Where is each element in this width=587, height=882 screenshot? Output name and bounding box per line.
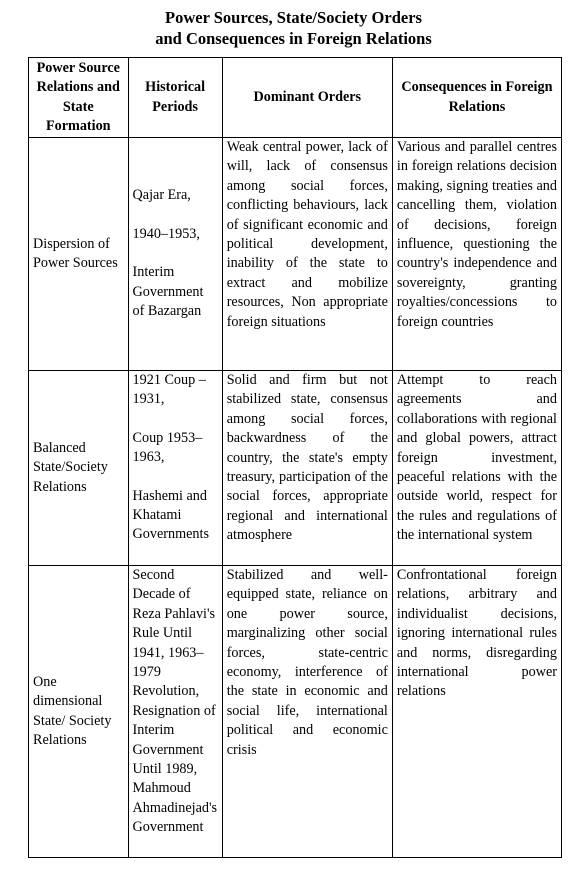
title-line-1: Power Sources, State/Society Orders	[165, 8, 422, 27]
row-orders-cell: Stabilized and well-equipped state, reliance on one power source, marginalizing other social forces, state-centric economy, interference of the state in economic and social life, international political and economic crisis	[222, 566, 392, 858]
row-orders-cell: Weak central power, lack of will, lack of consensus among social forces, conflicting behaviours, lack of significant economic and political development, inability of the state to extract and mobilize resources, Non appropriate foreign situations	[222, 138, 392, 371]
row-periods-cell: Second Decade of Reza Pahlavi's Rule Until 1941, 1963–1979 Revolution, Resignation of Interim Government Until 1989, Mahmoud Ahmadinejad's Government	[128, 566, 222, 858]
document-title	[0, 0, 587, 51]
table-row-dispersion	[29, 138, 562, 371]
table-header-row	[29, 58, 562, 138]
header-power-source: Power Source Relations and State Formation	[29, 58, 129, 138]
period-item: Coup 1953–1963,	[132, 429, 203, 466]
row-source-cell: Dispersion of Power Sources	[29, 138, 129, 371]
period-item: Qajar Era,	[132, 187, 191, 204]
row-source-cell: One dimensional State/ Society Relations	[29, 566, 129, 858]
header-consequences: Consequences in Foreign Relations	[392, 58, 561, 138]
table-row-one-dimensional	[29, 566, 562, 858]
header-dominant-orders: Dominant Orders	[222, 58, 392, 138]
row-consequences-cell: Various and parallel centres in foreign relations decision making, signing treaties and cancelling them, violation of decisions, foreign influence, questioning the country's independence and sovereignty, granting royalties/concessions to foreign countries	[392, 138, 561, 371]
row-periods-cell	[128, 371, 222, 566]
title-line-2: and Consequences in Foreign Relations	[155, 29, 432, 48]
row-periods-cell	[128, 138, 222, 371]
header-historical-periods: Historical Periods	[128, 58, 222, 138]
period-item: Hashemi and Khatami Governments	[132, 487, 209, 543]
row-source-cell: Balanced State/Society Relations	[29, 371, 129, 566]
row-consequences-cell: Attempt to reach agreements and collaborations with regional and global powers, attract foreign investment, peaceful relations with the outside world, respect for the rules and regulations of the international system	[392, 371, 561, 566]
period-item: 1921 Coup – 1931,	[132, 372, 206, 408]
row-consequences-cell: Confrontational foreign relations, arbitrary and individualist decisions, ignoring international rules and norms, disregarding international power relations	[392, 566, 561, 858]
period-item: Interim Government of Bazargan	[132, 264, 204, 320]
table-row-balanced	[29, 371, 562, 566]
row-orders-cell: Solid and firm but not stabilized state, consensus among social forces, backwardness of the country, the state's empty treasury, participation of the social forces, appropriate regional and international atmosphere	[222, 371, 392, 566]
power-sources-table	[28, 57, 562, 858]
period-item: 1940–1953,	[132, 225, 200, 242]
